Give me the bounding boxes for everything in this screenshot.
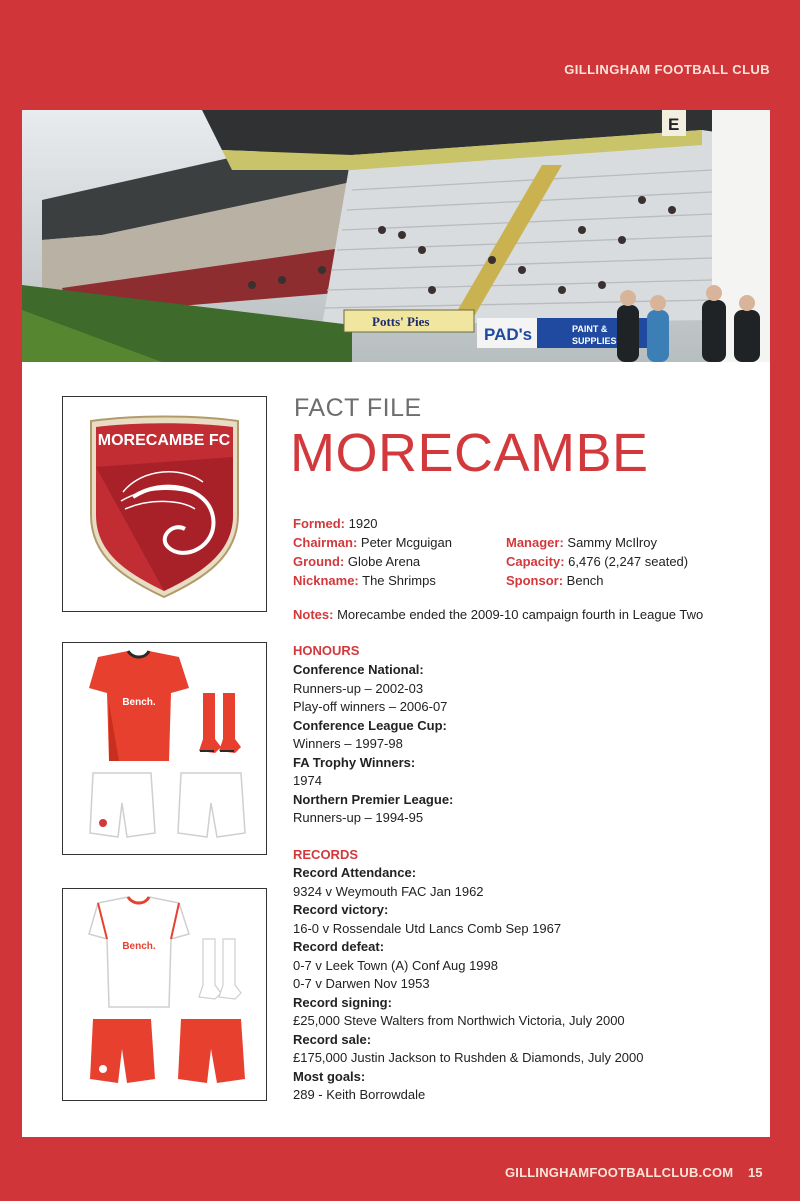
pads-sign: PAD's <box>484 325 533 344</box>
footer-site: GILLINGHAMFOOTBALLCLUB.COM <box>505 1165 734 1180</box>
fact-sponsor: Sponsor: Bench <box>506 573 604 588</box>
away-kit-box <box>62 888 267 1101</box>
potts-pies-sign: Potts' Pies <box>372 314 430 329</box>
records-line: Most goals: <box>293 1068 366 1084</box>
fact-manager: Manager: Sammy McIlroy <box>506 535 657 550</box>
paint-sign: PAINT & <box>572 324 608 334</box>
stand-letter: E <box>668 115 680 134</box>
honours-line: Conference National: <box>293 662 424 677</box>
records-line: Record sale: <box>293 1031 372 1047</box>
facts-right-column <box>506 533 688 590</box>
fact-formed: Formed: 1920 <box>293 516 378 531</box>
away-shirt-icon <box>89 897 189 1007</box>
away-socks-icon <box>199 939 241 999</box>
records-line: Record defeat: <box>293 939 385 954</box>
crest-box <box>62 396 267 612</box>
records-line: Record victory: <box>293 902 389 917</box>
away-shorts-icon <box>90 1019 245 1083</box>
honours-list <box>293 661 453 828</box>
records-line: £25,000 Steve Walters from Northwich Victoria, July 2000 <box>293 1013 625 1028</box>
records-line: Record signing: <box>293 994 392 1010</box>
stadium-photo <box>22 110 770 362</box>
records-title: RECORDS <box>293 847 359 862</box>
records-list <box>293 864 644 1105</box>
home-shirt-sponsor: Bench. <box>122 697 156 708</box>
records-line: 16-0 v Rossendale Utd Lancs Comb Sep 1967 <box>293 920 562 936</box>
fact-chairman: Chairman: Peter Mcguigan <box>293 535 452 550</box>
records-line: £175,000 Justin Jackson to Rushden & Diamonds, July 2000 <box>293 1050 644 1065</box>
crest-text: MORECAMBE FC <box>97 432 231 449</box>
honours-line: Winners – 1997-98 <box>293 736 403 751</box>
fact-file-panel <box>22 362 770 1137</box>
fact-nickname: Nickname: The Shrimps <box>293 573 436 588</box>
supplies-sign: SUPPLIES <box>572 336 617 346</box>
records-line: 0-7 v Darwen Nov 1953 <box>293 976 430 991</box>
fact-file-label: FACT FILE <box>294 394 422 422</box>
fact-ground: Ground: Globe Arena <box>293 554 421 569</box>
away-shirt-sponsor: Bench. <box>122 941 156 952</box>
home-shorts-icon <box>90 773 245 837</box>
records-line: 289 - Keith Borrowdale <box>293 1087 426 1102</box>
home-kit-box <box>62 642 267 855</box>
records-line: 9324 v Weymouth FAC Jan 1962 <box>293 883 484 899</box>
club-title: MORECAMBE <box>290 423 649 483</box>
honours-line: FA Trophy Winners: <box>293 754 416 770</box>
honours-line: Runners-up – 1994-95 <box>293 810 424 825</box>
fact-capacity: Capacity: 6,476 (2,247 seated) <box>506 554 689 569</box>
honours-title: HONOURS <box>293 643 360 658</box>
honours-line: Runners-up – 2002-03 <box>293 680 424 696</box>
notes-line: Notes: Morecambe ended the 2009-10 campaign fourth in League Two <box>293 607 704 622</box>
facts-left-column <box>293 514 452 590</box>
honours-line: Northern Premier League: <box>293 791 454 807</box>
honours-line: Conference League Cup: <box>293 717 447 733</box>
records-line: Record Attendance: <box>293 865 417 880</box>
honours-line: Play-off winners – 2006-07 <box>293 699 448 714</box>
honours-line: 1974 <box>293 773 322 788</box>
home-shirt-icon <box>89 651 189 761</box>
home-socks-icon <box>199 693 241 753</box>
records-line: 0-7 v Leek Town (A) Conf Aug 1998 <box>293 957 498 973</box>
page-number: 15 <box>748 1165 763 1180</box>
club-site-header: GILLINGHAM FOOTBALL CLUB <box>564 62 770 77</box>
